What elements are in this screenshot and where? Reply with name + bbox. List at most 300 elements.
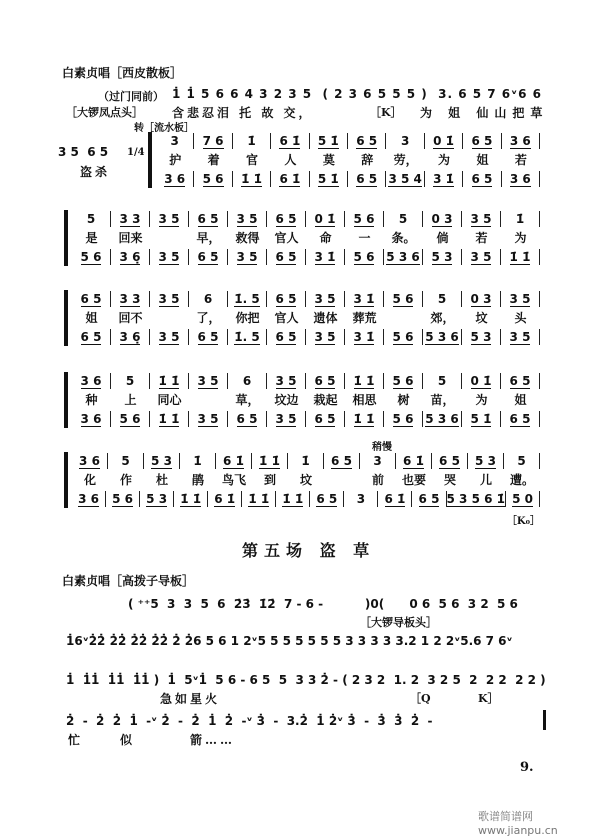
- accompaniment-measure-text: 6 5: [316, 492, 338, 506]
- lyric-cell-text: 上: [124, 393, 137, 407]
- lyric-cell: [189, 230, 228, 246]
- lyric-cell: [72, 392, 111, 408]
- accompaniment-measure-text: 3 5: [158, 330, 180, 344]
- melody-measure-text: 6 5: [331, 454, 352, 468]
- lyric-cell-text: 相思: [352, 393, 377, 407]
- lyric-cell-text: 倘: [436, 231, 449, 245]
- lyric-cell-text: 早，: [196, 231, 221, 245]
- accompaniment-measure-text: 5 6: [392, 330, 414, 344]
- section1-header: 白素贞唱［西皮散板］: [62, 66, 183, 80]
- melody-measure: [271, 133, 309, 149]
- section2-header: 白素贞唱［高拨子导板］: [62, 574, 195, 588]
- accompaniment-measure-text: 5 3 5 6 1̇: [446, 492, 505, 506]
- accompaniment-measure: [189, 411, 228, 427]
- accompaniment-measure-text: 3 5: [314, 330, 336, 344]
- accompaniment-measure-text: 6 1̇: [214, 492, 236, 506]
- melody-measure-text: 6 5: [80, 292, 102, 306]
- accompaniment-measure: [423, 249, 462, 265]
- accompaniment-measure: [150, 249, 189, 265]
- melody-measure-text: 1̇. 5: [234, 292, 260, 306]
- melody-measure-text: 5: [437, 292, 447, 306]
- melody-measure-text: 3: [400, 134, 410, 148]
- accompaniment-measure-text: 5 6: [119, 412, 141, 426]
- accompaniment-measure-text: 5 0: [512, 492, 533, 506]
- melody-measure-text: 6 5: [509, 374, 531, 388]
- melody-measure: [72, 291, 111, 307]
- accompaniment-measure-text: 1̇ 1̇: [248, 492, 270, 506]
- melody-measure-text: 3 1̇: [353, 292, 375, 306]
- accompaniment-measure: [267, 329, 306, 345]
- music-system: [72, 210, 540, 266]
- accompaniment-measure-text: 5 3: [470, 330, 492, 344]
- accompaniment-measure: [423, 329, 462, 345]
- accompaniment-measure: [463, 171, 501, 187]
- lyric-cell-text: 到: [263, 473, 276, 487]
- lyric-cell: [228, 230, 267, 246]
- lyric-cell: [189, 392, 228, 408]
- melody-measure-text: 5: [517, 454, 526, 468]
- lyric-cell-text: 劳，: [393, 153, 418, 167]
- lyric-cell: [228, 392, 267, 408]
- lyric-cell-text: 郊，: [430, 311, 455, 325]
- system-brace: [64, 372, 73, 428]
- lyric-cell-text: 哭: [443, 473, 456, 487]
- lyric-cell-text: 鸟飞: [221, 473, 246, 487]
- accompaniment-measure: [462, 329, 501, 345]
- accompaniment-measure-text: 5 1̇: [470, 412, 492, 426]
- melody-measure-text: 0 3: [431, 212, 453, 226]
- melody-measure-text: 5 6: [392, 292, 414, 306]
- accompaniment-measure: [310, 491, 344, 507]
- melody-measure-text: 6 5: [439, 454, 460, 468]
- melody-measure-text: 6 1̇: [279, 134, 301, 148]
- melody-measure: [324, 453, 360, 469]
- lyric-cell-text: 坟: [299, 473, 312, 487]
- melody-measure: [310, 133, 348, 149]
- tempo-marking: 稍慢: [372, 442, 392, 453]
- melody-measure-text: 5 6: [353, 212, 375, 226]
- lyric-cell: [432, 472, 468, 488]
- melody-measure-text: 6 5: [471, 134, 493, 148]
- accompaniment-measure-text: 1̇ 1̇: [158, 412, 180, 426]
- accompaniment-measure: [233, 171, 271, 187]
- melody-measure-text: 3 5: [314, 292, 336, 306]
- lyric-cell-text: 姐: [85, 311, 98, 325]
- lyric-cell-text: 栽起: [313, 393, 338, 407]
- melody-measure-text: 6 5: [275, 212, 297, 226]
- melody-measure: [228, 211, 267, 227]
- lyric-cell: [423, 230, 462, 246]
- melody-measure-text: 5: [398, 212, 408, 226]
- melody-measure: [156, 133, 194, 149]
- melody-measure: [111, 291, 150, 307]
- melody-measure: [111, 211, 150, 227]
- accompaniment-measure: [276, 491, 310, 507]
- accompaniment-measure-text: 5 6: [202, 172, 224, 186]
- accompaniment-measure: [111, 411, 150, 427]
- melody-measure: [462, 373, 501, 389]
- accompaniment-measure: [412, 491, 446, 507]
- lyric-cell-text: 姐: [514, 393, 527, 407]
- accompaniment-measure: [150, 329, 189, 345]
- lyric-cell: [384, 230, 423, 246]
- melody-measure: [306, 291, 345, 307]
- line4-lyric-1: 忙: [68, 733, 84, 747]
- melody-measure: [233, 133, 271, 149]
- accompaniment-row: [72, 248, 540, 266]
- melody-measure: [432, 453, 468, 469]
- lyric-cell: [384, 310, 423, 326]
- melody-measure: [348, 133, 386, 149]
- accompaniment-measure: [501, 249, 540, 265]
- lyric-cell-text: 了，: [196, 311, 221, 325]
- lyric-cell: [462, 392, 501, 408]
- accompaniment-measure: [242, 491, 276, 507]
- melody-measure: [111, 373, 150, 389]
- melody-measure: [288, 453, 324, 469]
- lyric-cell-text: 化: [83, 473, 96, 487]
- accompaniment-measure-text: 3 1̇: [314, 250, 336, 264]
- lyric-cell: [462, 310, 501, 326]
- accompaniment-measure-text: 5 6: [80, 250, 102, 264]
- melody-measure: [501, 373, 540, 389]
- melody-measure: [396, 453, 432, 469]
- accompaniment-measure: [447, 491, 506, 507]
- melody-measure-text: 5 6: [392, 374, 414, 388]
- melody-measure: [150, 291, 189, 307]
- accompaniment-measure-text: 5 6: [392, 412, 414, 426]
- melody-measure: [462, 211, 501, 227]
- lyric-row: [72, 470, 540, 490]
- lyric-cell: [252, 472, 288, 488]
- accompaniment-measure: [189, 249, 228, 265]
- lyric-cell-text: 儿: [479, 473, 492, 487]
- row2-pre-notes: 3 5 6 5: [58, 145, 109, 159]
- melody-measure: [252, 453, 288, 469]
- accompaniment-measure: [72, 411, 111, 427]
- accompaniment-measure: [271, 171, 309, 187]
- accompaniment-row: [72, 490, 540, 508]
- lyric-cell-text: 坟边: [274, 393, 299, 407]
- melody-measure: [180, 453, 216, 469]
- melody-measure: [189, 211, 228, 227]
- melody-measure-text: 3: [373, 454, 382, 468]
- melody-measure-text: 6: [242, 374, 252, 388]
- lyric-cell-text: 官: [246, 153, 259, 167]
- lyric-cell-text: 回来: [118, 231, 143, 245]
- page-number: 9.: [520, 760, 534, 775]
- melody-measure: [502, 133, 540, 149]
- accompaniment-measure: [384, 329, 423, 345]
- lyric-cell: [345, 392, 384, 408]
- accompaniment-measure-text: 3 1̇: [433, 172, 454, 186]
- melody-measure-text: 3 3: [119, 292, 141, 306]
- lyric-cell-text: 为: [438, 153, 451, 167]
- accompaniment-measure-text: 6 5: [418, 492, 440, 506]
- lyric-cell: [72, 230, 111, 246]
- accompaniment-measure-text: 1̇ 1̇: [282, 492, 304, 506]
- accompaniment-measure-text: 5 6: [112, 492, 134, 506]
- melody-measure: [72, 453, 108, 469]
- lyric-cell: [345, 310, 384, 326]
- accompaniment-measure-text: 6 5: [275, 250, 297, 264]
- melody-measure-text: 6 5: [197, 212, 219, 226]
- accompaniment-measure: [306, 329, 345, 345]
- accompaniment-measure: [501, 411, 540, 427]
- accompaniment-measure: [306, 249, 345, 265]
- system-brace: [64, 452, 73, 508]
- lyric-cell-text: 鹃: [191, 473, 204, 487]
- melody-measure: [150, 211, 189, 227]
- melody-measure: [306, 211, 345, 227]
- accompaniment-measure-text: 1̇ 1̇: [180, 492, 202, 506]
- accompaniment-measure: [228, 329, 267, 345]
- section2-line1: ( ⁺⁺5 3 3 5 6 2̇3̇ 1̇2̇ 7 - 6 - )0( 0 6 5 6 3 2 5 6: [128, 597, 518, 611]
- melody-measure-text: 5: [121, 454, 130, 468]
- music-system: [156, 132, 540, 188]
- row1-lyrics: 含悲忍泪 托 故 交，: [172, 106, 314, 120]
- accompaniment-measure-text: 1̇ 1̇: [241, 172, 262, 186]
- lyric-cell: [111, 310, 150, 326]
- lyric-cell: [267, 392, 306, 408]
- melody-measure: [345, 373, 384, 389]
- lyric-cell: [150, 310, 189, 326]
- lyric-cell-text: 前: [371, 473, 384, 487]
- line1-gong: ［大锣导板头］: [360, 616, 437, 629]
- melody-measure-text: 1̇ 1̇: [259, 454, 280, 468]
- melody-measure-text: 6 5: [356, 134, 378, 148]
- melody-measure-text: 3 3: [119, 212, 141, 226]
- melody-measure: [384, 291, 423, 307]
- accompaniment-measure-text: 3 6̣: [119, 330, 141, 344]
- lyric-cell: [228, 310, 267, 326]
- accompaniment-measure-text: 6 5: [275, 330, 297, 344]
- accompaniment-measure-text: 1̇ 1̇: [353, 412, 375, 426]
- melody-measure-text: 6 5: [275, 292, 297, 306]
- lyric-cell-text: 官人: [274, 231, 299, 245]
- melody-measure: [267, 373, 306, 389]
- accompaniment-measure-text: 3 5: [275, 412, 297, 426]
- row1-k: ［K］: [370, 106, 402, 119]
- accompaniment-measure: [506, 491, 540, 507]
- lyric-cell: [501, 230, 540, 246]
- accompaniment-measure: [150, 411, 189, 427]
- melody-measure: [425, 133, 463, 149]
- melody-measure: [501, 291, 540, 307]
- melody-measure: [468, 453, 504, 469]
- lyric-cell: [463, 152, 501, 168]
- accompaniment-measure: [228, 249, 267, 265]
- lyric-cell: [502, 152, 540, 168]
- accompaniment-measure: [425, 171, 463, 187]
- lyric-cell: [144, 472, 180, 488]
- melody-measure-text: 3 5: [236, 212, 258, 226]
- accompaniment-measure-text: 5 1̇: [317, 172, 339, 186]
- accompaniment-measure: [502, 171, 540, 187]
- scene-title: 第五场 盗 草: [242, 541, 376, 560]
- section2-line4: 2̇ - 2̇ 2̇ 1̇ -ᵛ 2̇ - 2̇ 1̇ 2̇ -ᵛ 3̇ - 3.2̇ 1̇ 2̇ᵛ 3̇ - 3̇ 3̇ 2̇ -: [66, 714, 433, 728]
- accompaniment-measure: [228, 411, 267, 427]
- lyric-cell: [423, 392, 462, 408]
- music-system: [72, 442, 540, 527]
- accompaniment-measure: [345, 411, 384, 427]
- lyric-cell: [462, 230, 501, 246]
- lyric-cell: [468, 472, 504, 488]
- melody-measure: [423, 291, 462, 307]
- melody-measure-text: 0 3: [470, 292, 492, 306]
- time-signature: 1/4: [127, 147, 145, 158]
- melody-measure: [267, 291, 306, 307]
- lyric-cell-text: 回不: [118, 311, 143, 325]
- lyric-cell-text: 若: [475, 231, 488, 245]
- lyric-cell: [306, 392, 345, 408]
- accompaniment-measure-text: 5 6: [353, 250, 375, 264]
- watermark: 歌谱简谱网 www.jianpu.cn: [478, 810, 558, 837]
- melody-measure: [228, 291, 267, 307]
- accompaniment-measure: [208, 491, 242, 507]
- lyric-cell: [288, 472, 324, 488]
- melody-measure-text: 1̇: [247, 134, 256, 148]
- lyric-cell: [310, 152, 348, 168]
- accompaniment-measure: [111, 249, 150, 265]
- lyric-row: [72, 308, 540, 328]
- accompaniment-measure-text: 3 5: [197, 412, 219, 426]
- melody-measure: [189, 291, 228, 307]
- lyric-cell: [386, 152, 424, 168]
- lyric-cell: [345, 230, 384, 246]
- end-mark: ［K₀］: [506, 516, 540, 527]
- lyric-cell: [425, 152, 463, 168]
- accompaniment-measure-text: 3 6: [80, 412, 102, 426]
- accompaniment-row: [72, 328, 540, 346]
- lyric-cell: [180, 472, 216, 488]
- accompaniment-measure-text: 6 5: [197, 330, 219, 344]
- system-brace: [64, 290, 73, 346]
- melody-measure: [504, 453, 540, 469]
- accompaniment-measure: [378, 491, 412, 507]
- line4-lyric-3: 箭……: [190, 733, 236, 747]
- accompaniment-measure-text: 3 5: [470, 250, 492, 264]
- melody-measure-text: 7 6: [202, 134, 224, 148]
- lyric-cell: [233, 152, 271, 168]
- lyric-cell-text: 条。: [391, 231, 416, 245]
- melody-measure-text: 1̇: [193, 454, 202, 468]
- lyric-cell: [72, 310, 111, 326]
- melody-measure-text: 3 5: [509, 292, 531, 306]
- lyric-cell-text: 莫: [322, 153, 335, 167]
- accompaniment-measure: [72, 249, 111, 265]
- melody-measure-text: 5 3: [151, 454, 172, 468]
- melody-measure: [463, 133, 501, 149]
- accompaniment-measure: [423, 411, 462, 427]
- melody-measure: [144, 453, 180, 469]
- accompaniment-measure-text: 5 3 6: [425, 330, 459, 344]
- lyric-row: [72, 390, 540, 410]
- row1-gong: ［大锣凤点头］: [66, 106, 143, 119]
- melody-measure-text: 3 5: [158, 292, 180, 306]
- lyric-cell: [150, 230, 189, 246]
- melody-measure: [501, 211, 540, 227]
- accompaniment-measure: [345, 329, 384, 345]
- melody-measure-text: 3 5: [197, 374, 219, 388]
- lyric-cell: [194, 152, 232, 168]
- system-brace: [64, 210, 73, 266]
- accompaniment-measure-text: 3 6: [509, 172, 531, 186]
- accompaniment-measure-text: 1̇. 5: [234, 330, 260, 344]
- lyric-row: [72, 228, 540, 248]
- melody-measure: [150, 373, 189, 389]
- accompaniment-measure: [344, 491, 378, 507]
- line4-lyric-2: 似: [120, 733, 136, 747]
- melody-measure: [216, 453, 252, 469]
- melody-measure-text: 3 6: [80, 374, 102, 388]
- lyric-cell: [189, 310, 228, 326]
- accompaniment-measure-text: 6 5: [356, 172, 378, 186]
- lyric-cell-text: 也要: [401, 473, 426, 487]
- lyric-cell-text: 种: [85, 393, 98, 407]
- accompaniment-measure: [174, 491, 208, 507]
- music-system: [72, 372, 540, 428]
- row2-pre-lyric: 盗杀: [80, 165, 111, 179]
- accompaniment-measure-text: 6 5: [197, 250, 219, 264]
- melody-measure-text: 3 5: [470, 212, 492, 226]
- accompaniment-measure-text: 3 5 4: [388, 172, 422, 186]
- lyric-cell-text: 葬荒: [352, 311, 377, 325]
- accompaniment-measure: [72, 329, 111, 345]
- line3-lyrics: 急如星火: [160, 692, 221, 706]
- accompaniment-measure: [106, 491, 140, 507]
- accompaniment-measure-text: 5 3: [146, 492, 168, 506]
- lyric-cell-text: 是: [85, 231, 98, 245]
- row1-lyrics2: 为 姐 仙山把草: [420, 106, 549, 120]
- accompaniment-measure-text: 5 3 6: [386, 250, 420, 264]
- lyric-cell-text: 为: [475, 393, 488, 407]
- accompaniment-measure-text: 3 6: [78, 492, 99, 506]
- lyric-cell-text: 救得: [235, 231, 260, 245]
- melody-row: [72, 290, 540, 308]
- accompaniment-measure-text: 6 5: [236, 412, 258, 426]
- accompaniment-measure: [189, 329, 228, 345]
- melody-measure: [267, 211, 306, 227]
- accompaniment-measure-text: 6 1̇: [279, 172, 301, 186]
- melody-measure: [384, 211, 423, 227]
- accompaniment-measure: [345, 249, 384, 265]
- accompaniment-measure-text: 3 5: [158, 250, 180, 264]
- melody-measure-text: 3 5: [158, 212, 180, 226]
- lyric-cell: [156, 152, 194, 168]
- lyric-cell: [306, 230, 345, 246]
- melody-row: [72, 210, 540, 228]
- lyric-cell: [271, 152, 309, 168]
- tempo-change: 转［流水板］: [134, 123, 194, 134]
- line3-q: ［Q: [410, 692, 431, 705]
- accompaniment-measure: [348, 171, 386, 187]
- accompaniment-measure: [194, 171, 232, 187]
- melody-measure-text: 0 1̇: [314, 212, 336, 226]
- accompaniment-measure-text: 3 1̇: [353, 330, 375, 344]
- melody-measure: [423, 211, 462, 227]
- lyric-cell-text: 你把: [235, 311, 260, 325]
- row1-notes: 1̇ 1̇ 5 6 6 4 3 2 3 5 ( 2 3 6 5 5 5 ) 3. 6 5 7 6ᵛ6 6: [172, 87, 543, 101]
- lyric-cell: [384, 392, 423, 408]
- lyric-cell: [267, 310, 306, 326]
- accompaniment-row: [156, 170, 540, 188]
- melody-measure: [360, 453, 396, 469]
- lyric-cell: [324, 472, 360, 488]
- melody-measure: [306, 373, 345, 389]
- music-system: [72, 290, 540, 346]
- lyric-cell-text: 遭。: [509, 473, 534, 487]
